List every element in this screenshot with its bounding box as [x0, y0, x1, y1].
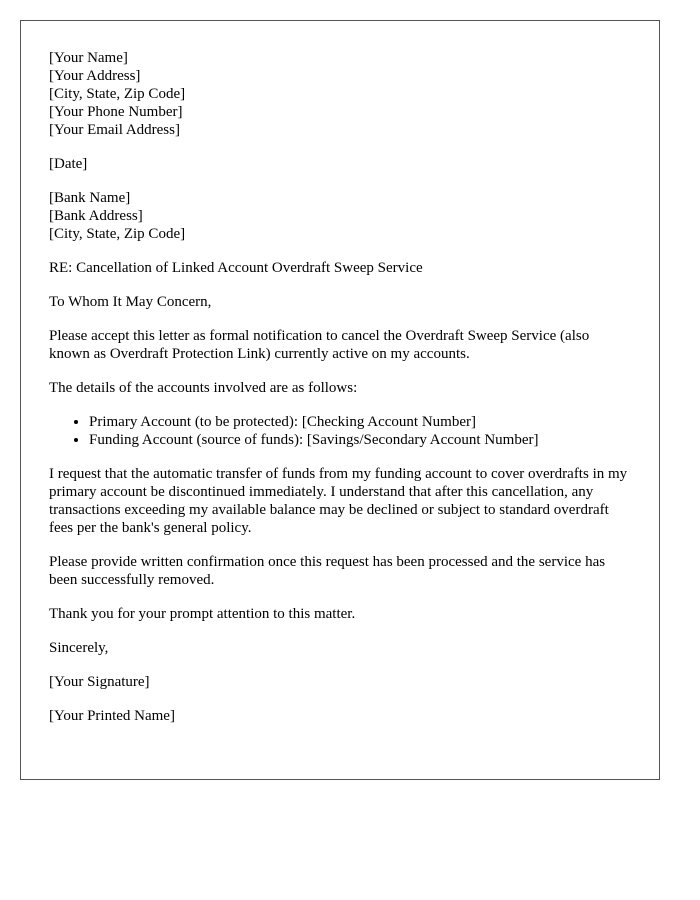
sender-address: [Your Address]: [49, 68, 141, 84]
details-intro-paragraph: The details of the accounts involved are as follows:: [49, 380, 358, 396]
letter-page: [20, 20, 660, 780]
thanks-paragraph: Thank you for your prompt attention to this matter.: [49, 606, 356, 622]
recipient-address-block: [49, 189, 631, 243]
bank-city-state-zip: [City, State, Zip Code]: [49, 226, 186, 242]
sender-city-state-zip: [City, State, Zip Code]: [49, 86, 186, 102]
bank-address: [Bank Address]: [49, 208, 143, 224]
list-item: • Funding Account (source of funds): [Savings/Secondary Account Number]: [89, 431, 631, 449]
request-paragraph: I request that the automatic transfer of funds from my funding account to cover overdrafts in my primary account be discontinued immediately. I understand that after this cancellation, any transactions exceeding my available balance may be declined or subject to standard overdraft fees per the bank's general policy.: [49, 466, 628, 536]
sender-phone: [Your Phone Number]: [49, 104, 183, 120]
subject-line: RE: Cancellation of Linked Account Overdraft Sweep Service: [49, 260, 423, 276]
salutation: To Whom It May Concern,: [49, 294, 212, 310]
list-item: • Primary Account (to be protected): [Checking Account Number]: [89, 413, 631, 431]
closing: Sincerely,: [49, 640, 109, 656]
bank-name: [Bank Name]: [49, 190, 131, 206]
sender-address-block: [49, 49, 631, 139]
signature-placeholder: [Your Signature]: [49, 674, 150, 690]
account-list: [49, 413, 631, 449]
letter-date: [Date]: [49, 156, 88, 172]
printed-name: [Your Printed Name]: [49, 708, 175, 724]
sender-email: [Your Email Address]: [49, 122, 180, 138]
confirmation-paragraph: Please provide written confirmation once this request has been processed and the service has been successfully removed.: [49, 554, 606, 588]
sender-name: [Your Name]: [49, 50, 128, 66]
intro-paragraph: Please accept this letter as formal notification to cancel the Overdraft Sweep Service (also known as Overdraft Protection Link) currently active on my accounts.: [49, 328, 590, 362]
